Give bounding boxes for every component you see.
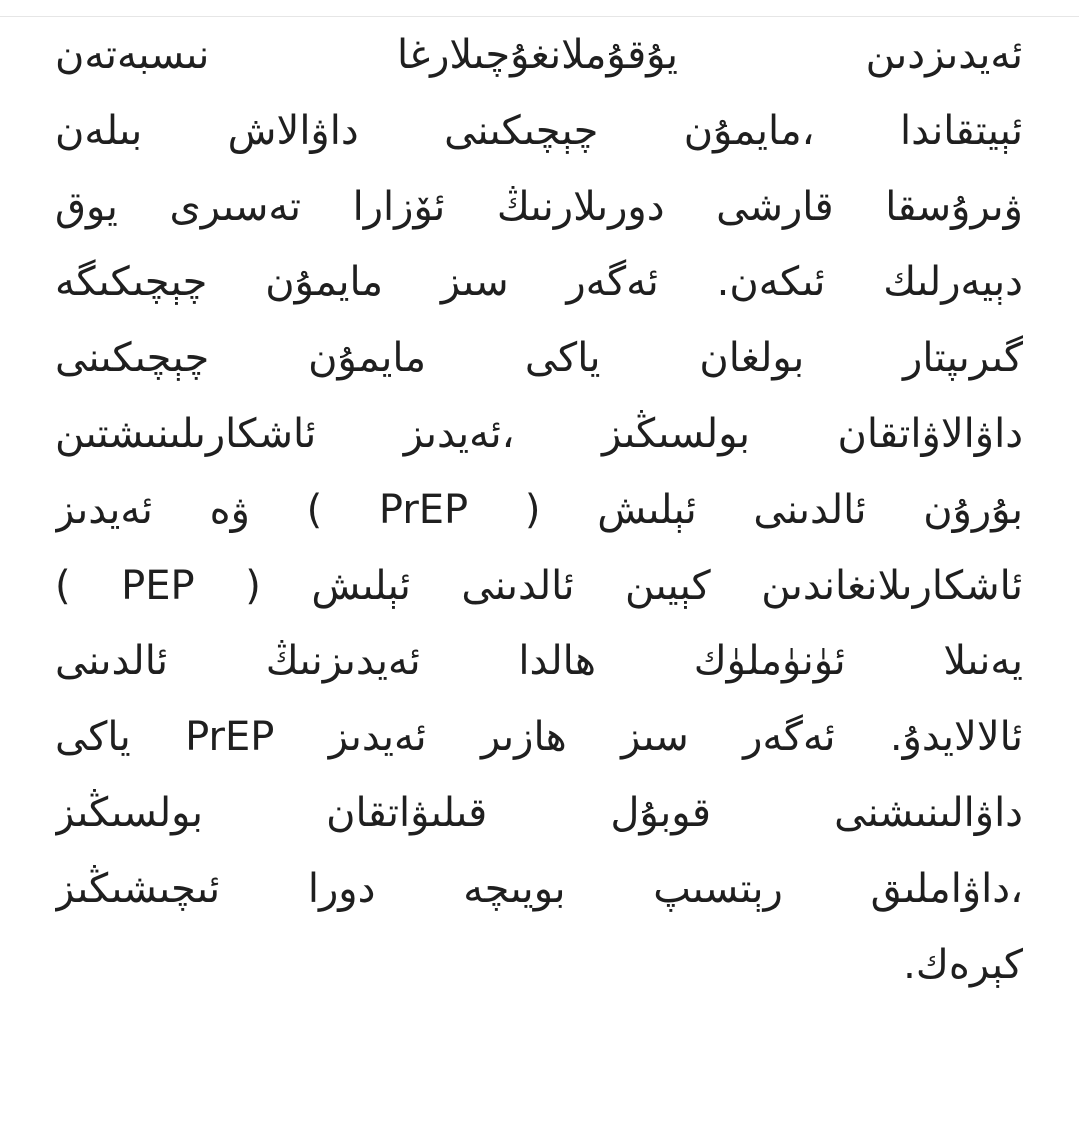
- article-line: ئاشكارىلانغاندىن كېيىن ئالدىنى ئېلىش ( PEP ): [55, 562, 1023, 609]
- article-line: ئالالايدۇ. ئەگەر سىز هازىر ئەيدىز PrEP ياكى: [55, 714, 1023, 761]
- article-line: ،داۋاملىق رېتسىپ بويىچە دورا ئىچىشىڭىز: [55, 865, 1023, 912]
- article-line: داۋالىنىشنى قوبۇل قىلىۋاتقان بولسىڭىز: [55, 789, 1023, 836]
- article-line: دېيەرلىك ئىكەن. ئەگەر سىز مايمۇن چېچىكىگە: [55, 259, 1023, 306]
- article-line: ئەيدىزدىن يۇقۇملانغۇچىلارغا نىسبەتەن: [55, 32, 1023, 78]
- article-line: كېرەك.: [903, 941, 1023, 988]
- article-line: ۋىرۇسقا قارشى دورىلارنىڭ ئۆزارا تەسىرى يوق: [55, 183, 1023, 230]
- article-line: داۋالاۋاتقان بولسىڭىز ،ئەيدىز ئاشكارىلىنىشتىن: [55, 410, 1023, 457]
- article-line: يەنىلا ئۈنۈملۈك هالدا ئەيدىزنىڭ ئالدىنى: [55, 638, 1023, 685]
- top-divider: [0, 16, 1079, 17]
- article-line: ئېيتقاندا ،مايمۇن چېچىكىنى داۋالاش بىلەن: [55, 107, 1023, 154]
- article-line: بۇرۇن ئالدىنى ئېلىش ( PrEP ) ۋە ئەيدىز: [55, 486, 1023, 533]
- article-body: [55, 18, 1023, 1128]
- article-line: گىرىپتار بولغان ياكى مايمۇن چېچىكىنى: [55, 335, 1023, 382]
